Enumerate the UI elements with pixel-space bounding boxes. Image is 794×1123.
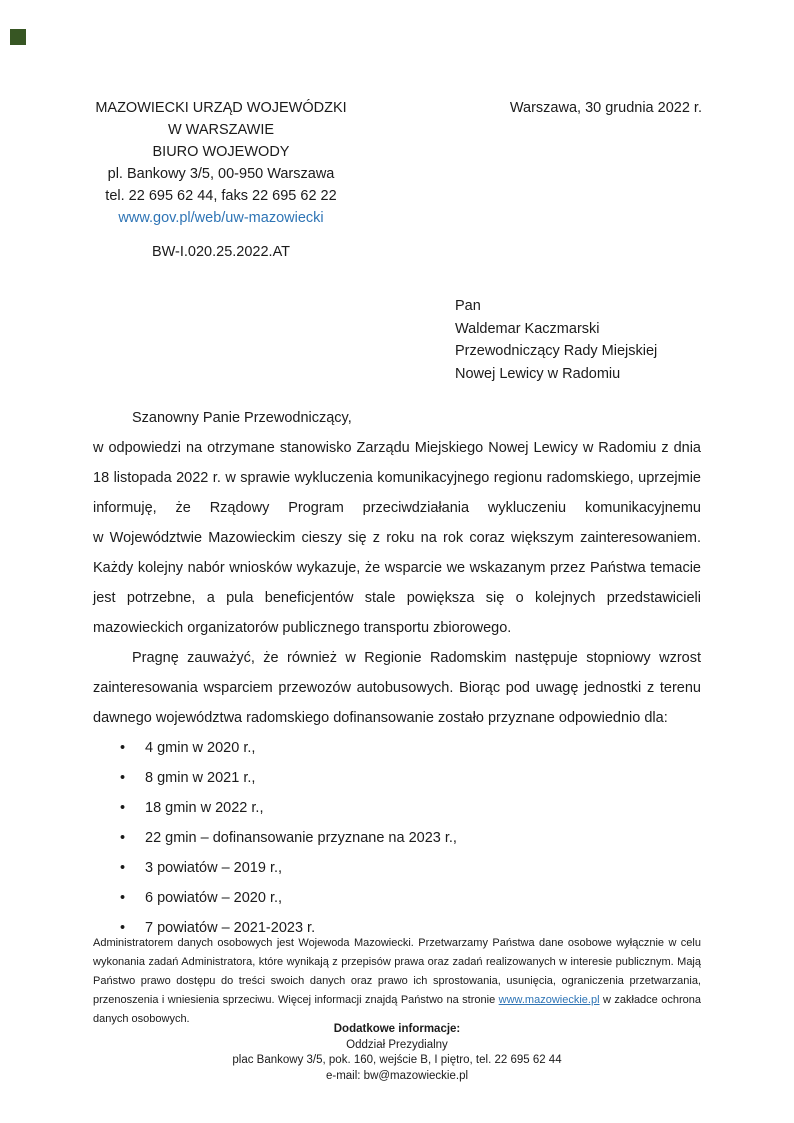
bullet-dot: • (120, 920, 126, 936)
salutation: Szanowny Panie Przewodniczący, (132, 410, 352, 426)
bullet-dot: • (120, 890, 126, 906)
bullet-text: 6 powiatów – 2020 r., (145, 890, 283, 906)
bullet-item (93, 823, 701, 853)
bullet-text: 8 gmin w 2021 r., (145, 770, 256, 786)
bullet-item (93, 733, 701, 763)
paragraph-1-line: 18 listopada 2022 r. w sprawie wykluczenia komunikacyjnego regionu radomskiego, uprzejmie (93, 470, 701, 486)
date-line: Warszawa, 30 grudnia 2022 r. (509, 100, 702, 116)
privacy-line: wykonania zadań Administratora, które wynikają z przepisów prawa oraz zadań realizowanych w interesie publicznym. Mają (93, 956, 701, 968)
org-name-line-2: W WARSZAWIE (167, 122, 275, 138)
privacy-link-line (93, 991, 701, 1010)
mazowieckie-pl-link[interactable]: www.mazowieckie.pl (498, 994, 600, 1006)
bullet-item (93, 883, 701, 913)
privacy-line: Państwo prawo dostępu do treści swoich danych oraz prawo ich sprostowania, usunięcia, ograniczenia przetwarzania, (93, 975, 701, 987)
bullet-dot: • (120, 830, 126, 846)
bullet-text: 22 gmin – dofinansowanie przyznane na 2023 r., (145, 830, 457, 846)
additional-info (93, 1022, 701, 1084)
bullet-dot: • (120, 860, 126, 876)
letterhead-website-link[interactable]: www.gov.pl/web/uw-mazowiecki (118, 210, 324, 226)
letterhead-phone-fax: tel. 22 695 62 44, faks 22 695 62 22 (105, 188, 337, 204)
paragraph-2-line: Pragnę zauważyć, że również w Regionie Radomskim następuje stopniowy wzrost (132, 650, 701, 666)
bullet-text: 7 powiatów – 2021-2023 r. (145, 920, 316, 936)
bullet-text: 18 gmin w 2022 r., (145, 800, 264, 816)
bullet-list (93, 733, 701, 943)
additional-info-unit: Oddział Prezydialny (346, 1038, 448, 1051)
bullet-item (93, 763, 701, 793)
paragraph-1-line: informuję, że Rządowy Program przeciwdziałania wykluczeniu komunikacyjnemu (93, 500, 701, 516)
bullet-dot: • (120, 800, 126, 816)
privacy-last-line: danych osobowych. (93, 1013, 190, 1025)
reference-number: BW-I.020.25.2022.AT (151, 244, 291, 260)
privacy-link-line-suffix: w zakładce ochrona (599, 994, 701, 1006)
bullet-item (93, 853, 701, 883)
bullet-text: 3 powiatów – 2019 r., (145, 860, 283, 876)
recipient-line: Nowej Lewicy w Radomiu (455, 365, 621, 382)
letterhead (95, 97, 347, 229)
letterhead-address: pl. Bankowy 3/5, 00-950 Warszawa (107, 166, 335, 182)
green-corner-square (10, 29, 26, 45)
recipient-line: Przewodniczący Rady Miejskiej (455, 343, 658, 360)
org-name-line-3: BIURO WOJEWODY (152, 144, 290, 160)
paragraph-1-line: w Województwie Mazowieckim cieszy się z roku na rok coraz większym zainteresowaniem. (93, 530, 701, 546)
paragraph-1-line: jest potrzebne, a pula beneficjentów stale powiększa się o kolejnych przedstawicieli (93, 590, 701, 606)
body-paragraphs (93, 433, 701, 733)
privacy-note (93, 934, 701, 1029)
org-name-line-1: MAZOWIECKI URZĄD WOJEWÓDZKI (95, 100, 347, 116)
privacy-line: Administratorem danych osobowych jest Wojewoda Mazowiecki. Przetwarzamy Państwa dane osobowe wyłącznie w celu (93, 937, 701, 949)
bullet-dot: • (120, 740, 126, 756)
recipient-line: Pan (455, 298, 481, 314)
additional-info-heading: Dodatkowe informacje: (333, 1023, 461, 1035)
paragraph-1-line: w odpowiedzi na otrzymane stanowisko Zarządu Miejskiego Nowej Lewicy w Radomiu z dnia (93, 440, 701, 456)
bullet-dot: • (120, 770, 126, 786)
paragraph-2-line: dawnego województwa radomskiego dofinansowanie zostało przyznane odpowiednio dla: (93, 710, 668, 726)
paragraph-1-line: mazowieckich organizatorów publicznego transportu zbiorowego. (93, 620, 512, 636)
paragraph-1-line: Każdy kolejny nabór wniosków wykazuje, że wsparcie we wskazanym przez Państwa temacie (93, 560, 701, 576)
privacy-link-line-prefix: przenoszenia i wniesienia sprzeciwu. Więcej informacji znajdą Państwo na stronie (93, 994, 499, 1006)
additional-info-email: e-mail: bw@mazowieckie.pl (325, 1069, 469, 1082)
bullet-item (93, 793, 701, 823)
additional-info-address: plac Bankowy 3/5, pok. 160, wejście B, I piętro, tel. 22 695 62 44 (232, 1054, 562, 1066)
bullet-text: 4 gmin w 2020 r., (145, 740, 256, 756)
recipient-line: Waldemar Kaczmarski (455, 320, 600, 337)
recipient-block (455, 295, 657, 385)
paragraph-2-line: zainteresowania wsparciem przewozów autobusowych. Biorąc pod uwagę jednostki z terenu (93, 680, 701, 696)
letter-body (93, 403, 701, 943)
